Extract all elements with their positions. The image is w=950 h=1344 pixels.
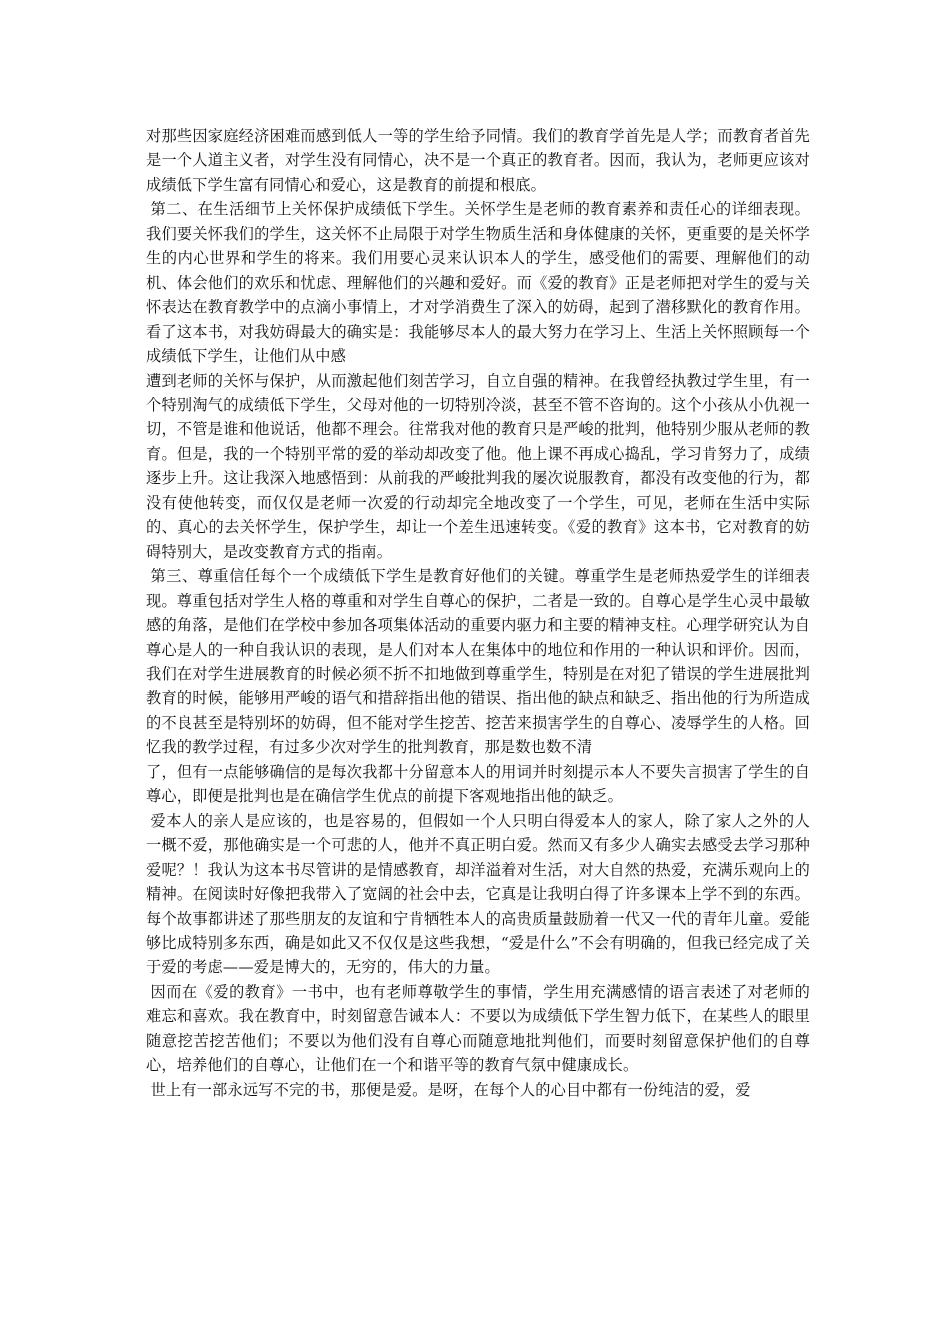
paragraph-4: 第三、尊重信任每个一个成绩低下学生是教育好他们的关键。尊重学生是老师热爱学生的详细表现。尊重包括对学生人格的尊重和对学生自尊心的保护，二者是一致的。自尊心是学生心灵中最敏感的角落，是他们在学校中参加各项集体活动的重要内驱力和主要的精神支柱。心理学研究认为自尊心是人的一种自我认识的表现，是人们对本人在集体中的地位和作用的一种认识和评价。因而，我们在对学生进展教育的时候必须不折不扣地做到尊重学生，特别是在对犯了错误的学生进展批判教育的时候，能够用严峻的语气和措辞指出他的错误、指出他的缺点和缺乏、指出他的行为所造成的不良甚至是特别坏的妨碍，但不能对学生挖苦、挖苦来损害学生的自尊心、凌辱学生的人格。回忆我的教学过程，有过多少次对学生的批判教育，那是数也数不清 <box>146 567 810 757</box>
paragraph-1: 对那些因家庭经济困难而感到低人一等的学生给予同情。我们的教育学首先是人学；而教育者首先是一个人道主义者，对学生没有同情心，决不是一个真正的教育者。因而，我认为，老师更应该对成绩低下学生富有同情心和爱心，这是教育的前提和根底。 <box>146 127 810 194</box>
paragraph-7: 因而在《爱的教育》一书中，也有老师尊敬学生的事情，学生用充满感情的语言表述了对老师的难忘和喜欢。我在教育中，时刻留意告诫本人：不要以为成绩低下学生智力低下，在某些人的眼里随意挖苦挖苦他们；不要以为他们没有自尊心而随意地批判他们，而要时刻留意保护他们的自尊心，培养他们的自尊心，让他们在一个和谐平等的教育气氛中健康成长。 <box>146 982 810 1075</box>
paragraph-6: 爱本人的亲人是应该的，也是容易的，但假如一个人只明白得爱本人的家人，除了家人之外的人一概不爱，那他确实是一个可悲的人，他并不真正明白爱。然而又有多少人确实去感受去学习那种爱呢？！我认为这本书尽管讲的是情感教育，却洋溢着对生活，对大自然的热爱，充满乐观向上的精神。在阅读时好像把我带入了宽阔的社会中去，它真是让我明白得了许多课本上学不到的东西。每个故事都讲述了那些朋友的友谊和宁肯牺牲本人的高贵质量鼓励着一代又一代的青年儿童。爱能够比成特别多东西，确是如此又不仅仅是这些我想，“爱是什么”不会有明确的，但我已经完成了关于爱的考虑——爱是博大的，无穷的，伟大的力量。 <box>146 811 810 977</box>
paragraph-5: 了，但有一点能够确信的是每次我都十分留意本人的用词并时刻提示本人不要失言损害了学生的自尊心，即便是批判也是在确信学生优点的前提下客观地指出他的缺乏。 <box>146 762 810 806</box>
paragraph-8: 世上有一部永远写不完的书，那便是爱。是呀，在每个人的心目中都有一份纯洁的爱，爱 <box>150 1080 751 1099</box>
body-text <box>146 124 810 1102</box>
paragraph-3: 遭到老师的关怀与保护，从而激起他们刻苦学习，自立自强的精神。在我曾经执教过学生里，有一个特别淘气的成绩低下学生，父母对他的一切特别冷淡，甚至不管不咨询的。这个小孩从小仇视一切，不管是谁和他说话，他都不理会。往常我对他的教育只是严峻的批判，他特别少服从老师的教育。但是，我的一个特别平常的爱的举动却改变了他。他上课不再成心捣乱，学习肯努力了，成绩逐步上升。这让我深入地感悟到：从前我的严峻批判我的屡次说服教育，都没有改变他的行为，都没有使他转变，而仅仅是老师一次爱的行动却完全地改变了一个学生，可见，老师在生活中实际的、真心的去关怀学生，保护学生，却让一个差生迅速转变。《爱的教育》这本书，它对教育的妨碍特别大，是改变教育方式的指南。 <box>146 371 810 561</box>
paragraph-2: 第二、在生活细节上关怀保护成绩低下学生。关怀学生是老师的教育素养和责任心的详细表现。我们要关怀我们的学生，这关怀不止局限于对学生物质生活和身体健康的关怀，更重要的是关怀学生的内心世界和学生的将来。我们用要心灵来认识本人的学生，感受他们的需要、理解他们的动机、体会他们的欢乐和忧虑、理解他们的兴趣和爱好。而《爱的教育》正是老师把对学生的爱与关怀表达在教育教学中的点滴小事情上，才对学消费生了深入的妨碍，起到了潜移默化的教育作用。看了这本书，对我妨碍最大的确实是：我能够尽本人的最大努力在学习上、生活上关怀照顾每一个成绩低下学生，让他们从中感 <box>146 200 810 366</box>
